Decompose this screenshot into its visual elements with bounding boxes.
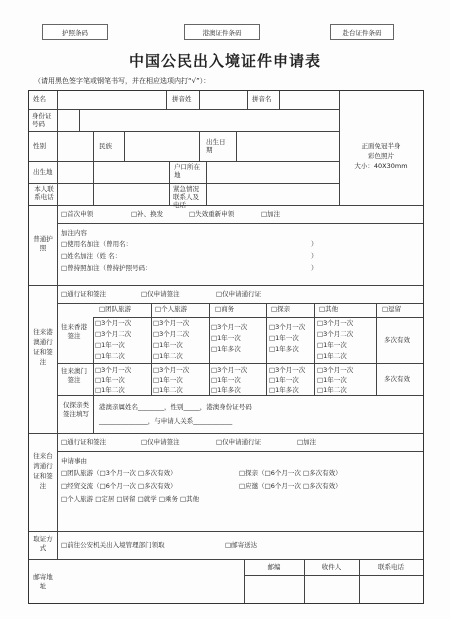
contact-phone-header: 联系电话: [378, 563, 404, 571]
type-business[interactable]: □商务: [215, 305, 235, 313]
tw-permit-and-visa-option[interactable]: □通行证和签注: [61, 438, 107, 446]
tw-visa-only-option[interactable]: □仅申请签注: [141, 438, 180, 446]
hk-team-3m-once[interactable]: □3个月一次: [95, 319, 132, 327]
photo-area: [341, 141, 421, 171]
mo-stay-multi[interactable]: 多次有效: [384, 375, 410, 383]
former-name-close: ）: [311, 240, 318, 248]
mo-team-3m-once[interactable]: □3个月一次: [95, 366, 132, 374]
hk-ind-3m-twice[interactable]: □3个月二次: [153, 330, 190, 338]
hkmo-permit-only-option[interactable]: □仅申请通行证: [216, 290, 262, 298]
name-endorsement[interactable]: □姓名加注（姓 名：: [61, 252, 122, 260]
mo-other-3m-once[interactable]: □3个月一次: [317, 366, 354, 374]
mailing-address-label: 邮寄地址: [33, 573, 53, 590]
hk-visit-3m-once[interactable]: □3个月一次: [269, 323, 306, 331]
hk-other-3m-twice[interactable]: □3个月二次: [317, 330, 354, 338]
first-application-option[interactable]: □首次申领: [61, 210, 94, 218]
hk-ind-1y-once[interactable]: □1年一次: [153, 341, 183, 349]
mo-visit-1y-multi[interactable]: □1年多次: [269, 386, 299, 394]
hk-business-options: [211, 322, 247, 355]
mo-team-1y-once[interactable]: □1年一次: [95, 376, 125, 384]
tw-reason-team-tour[interactable]: □团队旅游（□3个月一次 □多次有效）: [61, 469, 177, 477]
tw-reason-family-visit[interactable]: □探亲（□6个月一次 □多次有效）: [239, 469, 342, 477]
birth-place-label: 出生地: [33, 168, 53, 176]
hk-biz-1y-once[interactable]: □1年一次: [211, 334, 241, 342]
type-stay[interactable]: □逗留: [382, 305, 402, 313]
mo-other-options: [317, 365, 353, 395]
mo-visa-label: 往来澳门签注: [61, 367, 87, 384]
hk-biz-3m-once[interactable]: □3个月一次: [211, 323, 248, 331]
photo-caption-size: 大小：40X30mm: [354, 162, 408, 170]
form-title: 中国公民出入境证件申请表: [128, 52, 321, 70]
taiwan-section-label: 往来台湾通行证和签注: [33, 452, 53, 490]
id-number-label: 身份证号码: [32, 112, 52, 128]
photo-caption-line1: 正面免冠半身: [361, 142, 401, 150]
hkmo-visa-only-option[interactable]: □仅申请签注: [141, 290, 180, 298]
recipient-header: 收件人: [321, 563, 342, 571]
hk-other-1y-once[interactable]: □1年一次: [317, 341, 347, 349]
birth-date-label: 出生日期: [206, 138, 226, 154]
hkmo-barcode-label: 港澳证件条码: [202, 28, 242, 37]
passport-barcode-box: [42, 24, 108, 40]
hk-team-1y-once[interactable]: □1年一次: [95, 341, 125, 349]
application-form-table: [28, 90, 424, 604]
reapply-invalid-option[interactable]: □失效重新申领: [189, 210, 235, 218]
collection-method-label: 取证方式: [33, 535, 53, 552]
hk-ind-3m-once[interactable]: □3个月一次: [153, 319, 190, 327]
filling-instructions: （请用黑色签字笔或钢笔书写，并在相应选项内打“√”）：: [34, 77, 211, 85]
previous-passport-endorsement[interactable]: □曾持照加注（曾持护照号码：: [61, 264, 152, 272]
hk-other-options: [317, 318, 353, 362]
relative-info-line2[interactable]: _______________，与申请人关系____________: [99, 417, 233, 425]
mo-ind-1y-once[interactable]: □1年一次: [153, 376, 183, 384]
hk-visit-1y-multi[interactable]: □1年多次: [269, 345, 299, 353]
hkmo-permit-and-visa-option[interactable]: □通行证和签注: [61, 290, 107, 298]
mo-team-options: [95, 365, 131, 395]
pinyin-surname-label: 拼音姓: [172, 95, 192, 103]
taiwan-barcode-box: [330, 24, 394, 40]
tw-reason-invited[interactable]: □应邀（□6个月一次 □多次有效）: [239, 482, 342, 490]
hk-team-options: [95, 318, 131, 362]
mo-visit-3m-once[interactable]: □3个月一次: [269, 366, 306, 374]
pinyin-given-label: 拼音名: [252, 95, 272, 103]
hkmo-barcode-box: [184, 24, 260, 40]
mo-biz-3m-once[interactable]: □3个月一次: [211, 366, 248, 374]
hk-biz-1y-multi[interactable]: □1年多次: [211, 345, 241, 353]
renew-replace-option[interactable]: □补、换发: [131, 210, 164, 218]
photo-caption-line2: 彩色照片: [368, 152, 394, 160]
mo-ind-3m-once[interactable]: □3个月一次: [153, 366, 190, 374]
relative-info-line1[interactable]: 港澳亲属姓名________，性别_____，港澳身份证号码: [99, 403, 252, 411]
gender-label: 性别: [33, 142, 46, 150]
visit-visa-only-label: 仅探亲类签注填写: [63, 401, 89, 418]
mo-ind-1y-twice[interactable]: □1年二次: [153, 386, 183, 394]
tw-endorsement-option[interactable]: □加注: [297, 438, 317, 446]
hk-other-3m-once[interactable]: □3个月一次: [317, 319, 354, 327]
name-endorsement-close: ）: [311, 252, 318, 260]
type-team-tour[interactable]: □团队旅游: [99, 305, 132, 313]
taiwan-barcode-label: 赴台证件条码: [342, 28, 382, 37]
endorsement-option[interactable]: □加注: [261, 210, 281, 218]
mo-other-1y-once[interactable]: □1年一次: [317, 376, 347, 384]
hk-team-1y-twice[interactable]: □1年二次: [95, 352, 125, 360]
hk-visit-options: [269, 322, 305, 355]
passport-section-label: 普通护照: [33, 235, 53, 252]
former-name-endorsement[interactable]: □使用名加注（曾用名：: [61, 240, 133, 248]
collect-in-person-option[interactable]: □前往公安机关出入境管理部门领取: [61, 541, 165, 549]
mo-visit-options: [269, 365, 305, 395]
passport-barcode-label: 护照条码: [62, 28, 88, 37]
mo-team-1y-twice[interactable]: □1年二次: [95, 386, 125, 394]
hk-ind-1y-twice[interactable]: □1年二次: [153, 352, 183, 360]
tw-reason-trade[interactable]: □经贸交流（□6个月一次 □多次有效）: [61, 482, 177, 490]
tw-reason-title: 申请事由: [61, 457, 87, 465]
hk-individual-options: [153, 318, 189, 362]
tw-reason-misc[interactable]: □个人旅游 □定居 □居留 □就学 □乘务 □其他: [61, 495, 200, 503]
previous-passport-close: ）: [311, 264, 318, 272]
mo-biz-1y-once[interactable]: □1年一次: [211, 376, 241, 384]
phone-label: 本人联系电话: [34, 185, 54, 201]
mo-biz-1y-multi[interactable]: □1年多次: [211, 386, 241, 394]
type-individual-tour[interactable]: □个人旅游: [155, 305, 188, 313]
hk-team-3m-twice[interactable]: □3个月二次: [95, 330, 132, 338]
type-other[interactable]: □其他: [319, 305, 339, 313]
hk-other-1y-twice[interactable]: □1年二次: [317, 352, 347, 360]
hk-visa-label: 往来香港签注: [61, 323, 87, 340]
hk-visit-1y-once[interactable]: □1年一次: [269, 334, 299, 342]
endorsement-content-title: 加注内容: [61, 229, 87, 237]
postcode-header: 邮编: [267, 563, 281, 571]
tw-permit-only-option[interactable]: □仅申请通行证: [216, 438, 262, 446]
type-family-visit[interactable]: □探亲: [271, 305, 291, 313]
ethnicity-label: 民族: [99, 142, 112, 150]
mo-business-options: [211, 365, 247, 395]
emergency-contact-label: 紧急情况联系人及电话: [173, 185, 199, 209]
mo-visit-1y-once[interactable]: □1年一次: [269, 376, 299, 384]
hk-stay-multi[interactable]: 多次有效: [384, 336, 410, 344]
name-label: 姓名: [33, 95, 46, 103]
hkmo-section-label: 往来港澳通行证和签注: [33, 328, 53, 366]
mail-delivery-option[interactable]: □邮寄送达: [225, 541, 258, 549]
mo-other-1y-twice[interactable]: □1年二次: [317, 386, 347, 394]
hukou-label: 户口所在地: [174, 163, 200, 179]
mo-individual-options: [153, 365, 189, 395]
